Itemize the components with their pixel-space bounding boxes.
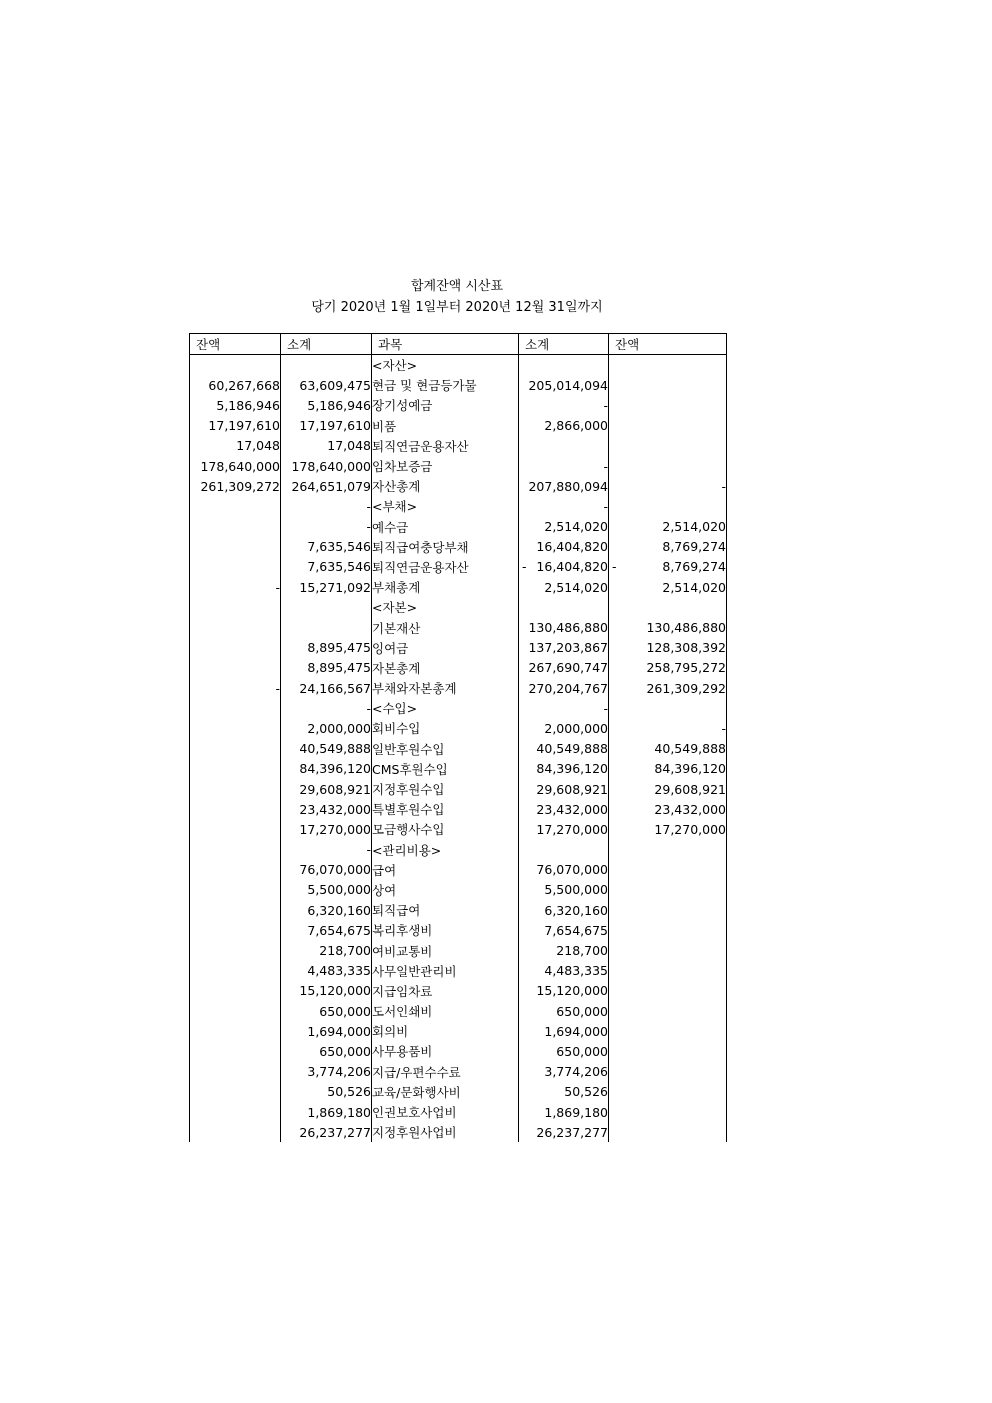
cell-account: 예수금 xyxy=(372,517,519,537)
header-row xyxy=(190,334,727,355)
cell-debit-balance: - xyxy=(190,678,281,698)
cell-credit-balance xyxy=(609,416,727,436)
cell-credit-subtotal xyxy=(519,557,609,577)
cell-account: 장기성예금 xyxy=(372,395,519,415)
cell-account: <부채> xyxy=(372,496,519,516)
cell-debit-balance xyxy=(190,759,281,779)
cell-credit-subtotal: 2,514,020 xyxy=(519,517,609,537)
cell-credit-balance xyxy=(609,900,727,920)
cell-debit-balance xyxy=(190,1062,281,1082)
cell-debit-subtotal: 650,000 xyxy=(281,1041,372,1061)
cell-debit-subtotal: 7,635,546 xyxy=(281,557,372,577)
cell-credit-subtotal: 23,432,000 xyxy=(519,799,609,819)
cell-credit-balance xyxy=(609,840,727,860)
cell-credit-subtotal: 17,270,000 xyxy=(519,819,609,839)
cell-credit-balance: 130,486,880 xyxy=(609,617,727,637)
cell-debit-subtotal: 1,869,180 xyxy=(281,1102,372,1122)
cell-credit-subtotal: 6,320,160 xyxy=(519,900,609,920)
cell-debit-balance xyxy=(190,496,281,516)
cell-account: 자본총계 xyxy=(372,658,519,678)
cell-credit-balance xyxy=(609,981,727,1001)
cell-credit-balance: 258,795,272 xyxy=(609,658,727,678)
cell-credit-subtotal xyxy=(519,436,609,456)
table-row xyxy=(190,456,727,476)
cell-debit-subtotal: 7,635,546 xyxy=(281,537,372,557)
cell-account: <자산> xyxy=(372,355,519,376)
cell-credit-balance xyxy=(609,1102,727,1122)
cell-credit-balance xyxy=(609,1021,727,1041)
cell-debit-subtotal: - xyxy=(281,517,372,537)
cell-credit-balance: - xyxy=(609,718,727,738)
cell-debit-subtotal: 15,271,092 xyxy=(281,577,372,597)
cell-debit-balance xyxy=(190,638,281,658)
cell-credit-balance xyxy=(609,597,727,617)
table-row xyxy=(190,1102,727,1122)
cell-account: 부채와자본총계 xyxy=(372,678,519,698)
cell-debit-subtotal: 26,237,277 xyxy=(281,1122,372,1142)
cell-credit-balance xyxy=(609,698,727,718)
cell-credit-subtotal: 2,866,000 xyxy=(519,416,609,436)
cell-debit-subtotal: - xyxy=(281,698,372,718)
cell-credit-balance: 8,769,274 xyxy=(609,537,727,557)
cell-account: 퇴직급여 xyxy=(372,900,519,920)
cell-account: 도서인쇄비 xyxy=(372,1001,519,1021)
table-row xyxy=(190,1041,727,1061)
cell-account: 퇴직급여충당부채 xyxy=(372,537,519,557)
cell-credit-subtotal: 40,549,888 xyxy=(519,739,609,759)
table-row xyxy=(190,940,727,960)
table-row xyxy=(190,375,727,395)
cell-debit-subtotal: 17,048 xyxy=(281,436,372,456)
table-row xyxy=(190,617,727,637)
cell-debit-balance xyxy=(190,840,281,860)
table-row xyxy=(190,395,727,415)
negative-sign: - xyxy=(612,558,617,574)
cell-credit-balance xyxy=(609,375,727,395)
cell-account: 비품 xyxy=(372,416,519,436)
cell-credit-subtotal: 650,000 xyxy=(519,1001,609,1021)
table-row xyxy=(190,759,727,779)
cell-account: 교육/문화행사비 xyxy=(372,1082,519,1102)
cell-debit-balance xyxy=(190,880,281,900)
cell-credit-subtotal: 15,120,000 xyxy=(519,981,609,1001)
cell-account: <자본> xyxy=(372,597,519,617)
cell-debit-balance xyxy=(190,557,281,577)
cell-debit-subtotal: 2,000,000 xyxy=(281,718,372,738)
cell-debit-balance: 60,267,668 xyxy=(190,375,281,395)
cell-debit-subtotal: 50,526 xyxy=(281,1082,372,1102)
cell-account: 지정후원수입 xyxy=(372,779,519,799)
table-row xyxy=(190,1062,727,1082)
cell-credit-balance: 2,514,020 xyxy=(609,517,727,537)
cell-credit-subtotal: - xyxy=(519,698,609,718)
table-row xyxy=(190,496,727,516)
cell-account: 기본재산 xyxy=(372,617,519,637)
cell-account: 지정후원사업비 xyxy=(372,1122,519,1142)
cell-credit-subtotal: 1,869,180 xyxy=(519,1102,609,1122)
table-row xyxy=(190,920,727,940)
cell-credit-balance xyxy=(609,940,727,960)
cell-debit-subtotal: 7,654,675 xyxy=(281,920,372,940)
table-row xyxy=(190,698,727,718)
table-row xyxy=(190,476,727,496)
negative-sign: - xyxy=(522,558,527,574)
cell-debit-subtotal xyxy=(281,355,372,376)
cell-credit-subtotal: 2,514,020 xyxy=(519,577,609,597)
table-row xyxy=(190,1122,727,1142)
table-row xyxy=(190,840,727,860)
cell-credit-subtotal: 4,483,335 xyxy=(519,961,609,981)
cell-debit-subtotal: 17,197,610 xyxy=(281,416,372,436)
cell-debit-subtotal: 218,700 xyxy=(281,940,372,960)
cell-account: 회비수입 xyxy=(372,718,519,738)
cell-account: 임차보증금 xyxy=(372,456,519,476)
cell-debit-subtotal: 17,270,000 xyxy=(281,819,372,839)
table-row xyxy=(190,557,727,577)
cell-debit-balance xyxy=(190,940,281,960)
cell-credit-balance xyxy=(609,355,727,376)
cell-debit-subtotal: 8,895,475 xyxy=(281,638,372,658)
cell-debit-subtotal: 84,396,120 xyxy=(281,759,372,779)
cell-credit-subtotal: 50,526 xyxy=(519,1082,609,1102)
cell-debit-subtotal: 650,000 xyxy=(281,1001,372,1021)
cell-debit-balance xyxy=(190,1021,281,1041)
cell-debit-balance xyxy=(190,819,281,839)
cell-credit-balance xyxy=(609,1062,727,1082)
header-credit-balance: 잔액 xyxy=(609,334,727,355)
cell-debit-subtotal xyxy=(281,617,372,637)
cell-account: 급여 xyxy=(372,860,519,880)
table-row xyxy=(190,880,727,900)
cell-debit-subtotal: 6,320,160 xyxy=(281,900,372,920)
cell-value: 8,769,274 xyxy=(662,559,726,575)
cell-credit-subtotal: 7,654,675 xyxy=(519,920,609,940)
cell-debit-subtotal: 24,166,567 xyxy=(281,678,372,698)
table-row xyxy=(190,819,727,839)
cell-debit-subtotal: 5,500,000 xyxy=(281,880,372,900)
trial-balance-table xyxy=(189,333,727,1142)
cell-credit-balance xyxy=(609,961,727,981)
cell-debit-balance xyxy=(190,1041,281,1061)
cell-debit-subtotal: 8,895,475 xyxy=(281,658,372,678)
cell-debit-subtotal xyxy=(281,597,372,617)
cell-credit-subtotal: 650,000 xyxy=(519,1041,609,1061)
cell-debit-subtotal: - xyxy=(281,496,372,516)
cell-account: 부채총계 xyxy=(372,577,519,597)
cell-credit-subtotal: 84,396,120 xyxy=(519,759,609,779)
cell-credit-balance xyxy=(609,395,727,415)
cell-credit-subtotal: 205,014,094 xyxy=(519,375,609,395)
cell-account: 퇴직연금운용자산 xyxy=(372,436,519,456)
cell-credit-subtotal: 130,486,880 xyxy=(519,617,609,637)
cell-debit-subtotal: 3,774,206 xyxy=(281,1062,372,1082)
header-account: 과목 xyxy=(372,334,519,355)
cell-debit-balance xyxy=(190,779,281,799)
cell-account: 잉여금 xyxy=(372,638,519,658)
cell-credit-balance: 128,308,392 xyxy=(609,638,727,658)
cell-credit-balance xyxy=(609,860,727,880)
cell-debit-balance xyxy=(190,718,281,738)
cell-debit-balance xyxy=(190,860,281,880)
cell-credit-subtotal: 3,774,206 xyxy=(519,1062,609,1082)
cell-credit-subtotal: 16,404,820 xyxy=(519,537,609,557)
cell-debit-balance xyxy=(190,355,281,376)
cell-credit-balance xyxy=(609,880,727,900)
cell-credit-balance xyxy=(609,1001,727,1021)
cell-credit-subtotal: 1,694,000 xyxy=(519,1021,609,1041)
cell-debit-balance: 17,197,610 xyxy=(190,416,281,436)
cell-debit-balance xyxy=(190,981,281,1001)
cell-credit-balance xyxy=(609,436,727,456)
cell-debit-balance xyxy=(190,920,281,940)
cell-credit-balance xyxy=(609,557,727,577)
cell-credit-subtotal: 2,000,000 xyxy=(519,718,609,738)
header-debit-balance: 잔액 xyxy=(190,334,281,355)
cell-account: <수입> xyxy=(372,698,519,718)
cell-credit-subtotal xyxy=(519,355,609,376)
cell-debit-subtotal: 63,609,475 xyxy=(281,375,372,395)
cell-debit-subtotal: 5,186,946 xyxy=(281,395,372,415)
table-row xyxy=(190,638,727,658)
cell-debit-balance xyxy=(190,698,281,718)
cell-credit-subtotal: 76,070,000 xyxy=(519,860,609,880)
cell-debit-balance: 261,309,272 xyxy=(190,476,281,496)
cell-debit-balance xyxy=(190,537,281,557)
table-row xyxy=(190,597,727,617)
cell-debit-subtotal: 264,651,079 xyxy=(281,476,372,496)
table-row xyxy=(190,739,727,759)
cell-debit-balance xyxy=(190,1122,281,1142)
cell-credit-subtotal: 29,608,921 xyxy=(519,779,609,799)
cell-credit-subtotal: - xyxy=(519,456,609,476)
cell-account: 퇴직연금운용자산 xyxy=(372,557,519,577)
cell-credit-balance: 17,270,000 xyxy=(609,819,727,839)
table-row xyxy=(190,779,727,799)
cell-credit-balance xyxy=(609,1122,727,1142)
header-credit-subtotal: 소계 xyxy=(519,334,609,355)
cell-credit-balance: 261,309,292 xyxy=(609,678,727,698)
table-row xyxy=(190,678,727,698)
table-row xyxy=(190,436,727,456)
cell-account: 지급임차료 xyxy=(372,981,519,1001)
table-row xyxy=(190,355,727,376)
cell-debit-balance xyxy=(190,739,281,759)
table-row xyxy=(190,537,727,557)
table-body xyxy=(190,355,727,1143)
cell-credit-subtotal: 207,880,094 xyxy=(519,476,609,496)
cell-credit-balance: 29,608,921 xyxy=(609,779,727,799)
cell-credit-balance xyxy=(609,456,727,476)
cell-debit-subtotal: - xyxy=(281,840,372,860)
cell-debit-balance xyxy=(190,1082,281,1102)
cell-credit-balance: 2,514,020 xyxy=(609,577,727,597)
cell-debit-subtotal: 76,070,000 xyxy=(281,860,372,880)
table-row xyxy=(190,799,727,819)
cell-credit-subtotal: 218,700 xyxy=(519,940,609,960)
cell-credit-balance: 84,396,120 xyxy=(609,759,727,779)
cell-credit-balance xyxy=(609,1082,727,1102)
cell-account: 모금행사수입 xyxy=(372,819,519,839)
cell-credit-subtotal: 5,500,000 xyxy=(519,880,609,900)
header-debit-subtotal: 소계 xyxy=(281,334,372,355)
table-row xyxy=(190,1082,727,1102)
cell-credit-subtotal xyxy=(519,840,609,860)
cell-credit-subtotal: 137,203,867 xyxy=(519,638,609,658)
cell-account: 지급/우편수수료 xyxy=(372,1062,519,1082)
cell-account: 특별후원수입 xyxy=(372,799,519,819)
cell-credit-subtotal: - xyxy=(519,496,609,516)
cell-debit-balance xyxy=(190,597,281,617)
cell-value: 16,404,820 xyxy=(536,559,608,575)
cell-debit-balance xyxy=(190,900,281,920)
cell-account: 일반후원수입 xyxy=(372,739,519,759)
cell-account: 상여 xyxy=(372,880,519,900)
table-row xyxy=(190,1021,727,1041)
cell-debit-balance xyxy=(190,617,281,637)
cell-account: 사무일반관리비 xyxy=(372,961,519,981)
cell-debit-balance: 178,640,000 xyxy=(190,456,281,476)
cell-credit-subtotal xyxy=(519,597,609,617)
cell-debit-subtotal: 23,432,000 xyxy=(281,799,372,819)
cell-debit-balance xyxy=(190,799,281,819)
report-period: 당기 2020년 1월 1일부터 2020년 12월 31일까지 xyxy=(311,300,603,315)
cell-credit-balance xyxy=(609,920,727,940)
cell-debit-balance xyxy=(190,658,281,678)
cell-credit-subtotal: 267,690,747 xyxy=(519,658,609,678)
cell-debit-subtotal: 29,608,921 xyxy=(281,779,372,799)
table-row xyxy=(190,1001,727,1021)
table-row xyxy=(190,658,727,678)
table-row xyxy=(190,718,727,738)
cell-account: 현금 및 현금등가물 xyxy=(372,375,519,395)
cell-account: 인권보호사업비 xyxy=(372,1102,519,1122)
table-row xyxy=(190,961,727,981)
cell-account: 복리후생비 xyxy=(372,920,519,940)
cell-debit-balance: - xyxy=(190,577,281,597)
cell-credit-balance: 23,432,000 xyxy=(609,799,727,819)
cell-credit-subtotal: 270,204,767 xyxy=(519,678,609,698)
table-row xyxy=(190,860,727,880)
cell-debit-balance xyxy=(190,517,281,537)
cell-credit-balance xyxy=(609,1041,727,1061)
cell-credit-subtotal: - xyxy=(519,395,609,415)
cell-debit-subtotal: 178,640,000 xyxy=(281,456,372,476)
cell-account: 사무용품비 xyxy=(372,1041,519,1061)
cell-account: 여비교통비 xyxy=(372,940,519,960)
cell-credit-balance: - xyxy=(609,476,727,496)
cell-debit-balance: 17,048 xyxy=(190,436,281,456)
cell-debit-subtotal: 4,483,335 xyxy=(281,961,372,981)
cell-account: 자산총계 xyxy=(372,476,519,496)
report-title: 합계잔액 시산표 xyxy=(410,279,504,294)
cell-credit-subtotal: 26,237,277 xyxy=(519,1122,609,1142)
table-row xyxy=(190,517,727,537)
cell-debit-subtotal: 15,120,000 xyxy=(281,981,372,1001)
cell-debit-balance xyxy=(190,1102,281,1122)
table-row xyxy=(190,577,727,597)
cell-debit-balance xyxy=(190,1001,281,1021)
cell-credit-balance xyxy=(609,496,727,516)
cell-credit-balance: 40,549,888 xyxy=(609,739,727,759)
cell-debit-subtotal: 40,549,888 xyxy=(281,739,372,759)
cell-account: 회의비 xyxy=(372,1021,519,1041)
cell-account: CMS후원수입 xyxy=(372,759,519,779)
cell-account: <관리비용> xyxy=(372,840,519,860)
table-row xyxy=(190,900,727,920)
cell-debit-balance: 5,186,946 xyxy=(190,395,281,415)
table-row xyxy=(190,981,727,1001)
table-row xyxy=(190,416,727,436)
cell-debit-subtotal: 1,694,000 xyxy=(281,1021,372,1041)
cell-debit-balance xyxy=(190,961,281,981)
